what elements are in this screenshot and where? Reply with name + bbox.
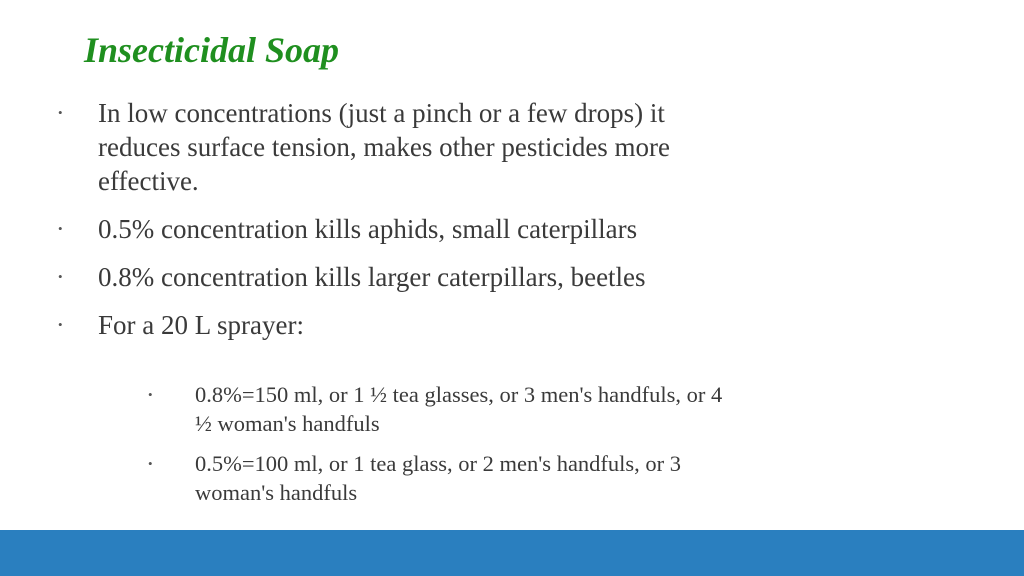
footer-bar [0,530,1024,576]
sub-bullet-text: 0.8%=150 ml, or 1 ½ tea glasses, or 3 men's handfuls, or 4 ½ woman's handfuls [195,382,723,436]
bullet-list [0,96,1024,342]
sub-bullet-item [0,449,740,507]
bullet-text: In low concentrations (just a pinch or a few drops) it reduces surface tension, makes other pesticides more effective. [98,98,671,196]
sub-bullet-marker: • [148,456,153,471]
bullet-text: 0.5% concentration kills aphids, small caterpillars [98,214,638,244]
bullet-item [0,212,738,246]
bullet-marker: • [58,221,63,236]
bullet-item [0,260,738,294]
sub-bullet-list [0,380,1024,518]
bullet-marker: • [58,317,63,332]
sub-bullet-marker: • [148,387,153,402]
slide-title: Insecticidal Soap [84,30,340,70]
bullet-item [0,308,738,342]
sub-bullet-item [0,380,740,438]
sub-bullet-text: 0.5%=100 ml, or 1 tea glass, or 2 men's handfuls, or 3 woman's handfuls [195,451,682,505]
bullet-text: 0.8% concentration kills larger caterpillars, beetles [98,262,646,292]
bullet-marker: • [58,105,63,120]
bullet-text: For a 20 L sprayer: [98,310,304,340]
bullet-item [0,96,738,198]
bullet-marker: • [58,269,63,284]
